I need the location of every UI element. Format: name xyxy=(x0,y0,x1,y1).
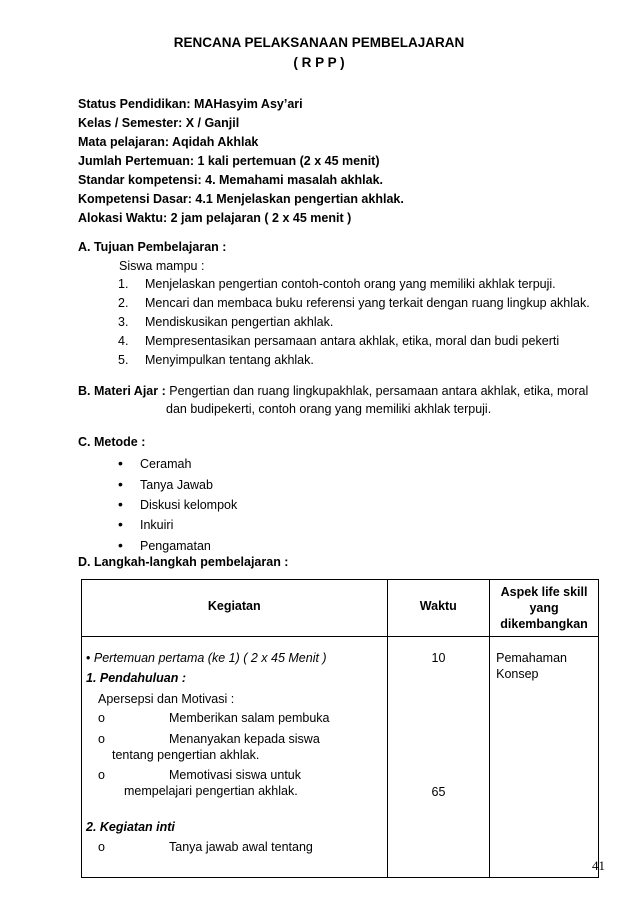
list-text: Ceramah xyxy=(140,457,192,471)
identity-value: : MAHasyim Asy’ari xyxy=(186,97,303,111)
aspek-value: Pemahaman xyxy=(496,651,567,665)
document-title: RENCANA PELAKSANAAN PEMBELAJARAN xyxy=(173,35,465,50)
sub-bullet-mark: o xyxy=(98,711,105,725)
sub-item-text: Memberikan salam pembuka xyxy=(169,711,330,725)
identity-label: Standar kompetensi xyxy=(78,173,198,187)
sub-bullet-mark: o xyxy=(98,768,105,782)
identity-value: : 2 jam pelajaran ( 2 x 45 menit ) xyxy=(162,211,352,225)
header-aspek-line: Aspek life skill xyxy=(500,585,588,599)
list-text: Pengamatan xyxy=(140,539,211,553)
list-item xyxy=(118,455,191,471)
page-number: 41 xyxy=(592,858,605,873)
meeting-line xyxy=(86,651,327,665)
list-number: 2. xyxy=(118,296,129,310)
identity-row xyxy=(78,116,239,130)
cell-kegiatan xyxy=(82,637,388,878)
section-b-line xyxy=(78,384,588,398)
identity-value: : 1 kali pertemuan (2 x 45 menit) xyxy=(189,154,380,168)
learning-steps-table xyxy=(81,579,599,878)
sub-item-text: Tanya jawab awal tentang xyxy=(169,840,313,854)
section-a-heading: A. Tujuan Pembelajaran : xyxy=(78,240,227,254)
bullet-icon: • xyxy=(86,651,94,665)
list-number: 4. xyxy=(118,334,129,348)
table-row xyxy=(82,637,599,878)
bullet-icon: • xyxy=(118,537,123,553)
sub-item-text: Memotivasi siswa untuk xyxy=(169,768,301,782)
identity-label: Kelas / Semester xyxy=(78,116,179,130)
meeting-label: Pertemuan pertama (ke 1) ( 2 x 45 Menit ) xyxy=(93,651,327,665)
header-aspek-line: dikembangkan xyxy=(500,617,588,631)
section-b-text-2: dan budipekerti, contoh orang yang memiliki akhlak terpuji. xyxy=(166,402,492,416)
identity-row xyxy=(78,173,383,187)
list-number: 5. xyxy=(118,353,129,367)
list-item xyxy=(118,516,173,532)
header-waktu xyxy=(387,580,490,637)
header-kegiatan-label: Kegiatan xyxy=(207,599,261,613)
sub-item-text-cont: mempelajari pengertian akhlak. xyxy=(124,784,298,798)
identity-value: : 4.1 Menjelaskan pengertian akhlak. xyxy=(187,192,404,206)
identity-value: : Aqidah Akhlak xyxy=(164,135,259,149)
list-text: Mendiskusikan pengertian akhlak. xyxy=(145,315,334,329)
identity-row xyxy=(78,135,258,149)
list-text: Menjelaskan pengertian contoh-contoh orang yang memiliki akhlak terpuji. xyxy=(145,277,556,291)
list-text: Inkuiri xyxy=(140,518,174,532)
section-b-text: Pengertian dan ruang lingkupakhlak, persamaan antara akhlak, etika, moral xyxy=(169,384,589,398)
pendahuluan-heading: 1. Pendahuluan : xyxy=(86,671,187,685)
list-number: 3. xyxy=(118,315,129,329)
list-number: 1. xyxy=(118,277,129,291)
list-text: Mencari dan membaca buku referensi yang terkait dengan ruang lingkup akhlak. xyxy=(145,296,590,310)
kegiatan-inti-heading: 2. Kegiatan inti xyxy=(86,820,175,834)
bullet-icon: • xyxy=(118,496,123,512)
list-item xyxy=(118,315,333,329)
sub-bullet-mark: o xyxy=(98,840,105,854)
waktu-value: 10 xyxy=(431,651,446,665)
section-d-heading: D. Langkah-langkah pembelajaran : xyxy=(78,555,289,569)
document-subtitle: ( R P P ) xyxy=(293,55,345,70)
cell-aspek xyxy=(490,637,599,878)
header-aspek xyxy=(490,580,599,637)
list-item xyxy=(118,296,590,310)
identity-label: Kompetensi Dasar xyxy=(78,192,188,206)
sub-bullet-mark: o xyxy=(98,732,105,746)
identity-row xyxy=(78,211,351,225)
identity-row xyxy=(78,154,380,168)
list-text: Mempresentasikan persamaan antara akhlak, etika, moral dan budi pekerti xyxy=(145,334,560,348)
cell-waktu xyxy=(387,637,490,878)
header-aspek-line: yang xyxy=(529,601,559,615)
bullet-icon: • xyxy=(118,516,123,532)
identity-value: : X / Ganjil xyxy=(178,116,240,130)
apersepsi-label: Apersepsi dan Motivasi : xyxy=(98,692,235,706)
list-item xyxy=(118,353,314,367)
identity-value: : 4. Memahami masalah akhlak. xyxy=(197,173,383,187)
sub-item-text-cont: tentang pengertian akhlak. xyxy=(112,748,260,762)
sub-item-text: Menanyakan kepada siswa xyxy=(169,732,320,746)
list-text: Diskusi kelompok xyxy=(140,498,238,512)
table-header-row xyxy=(82,580,599,637)
list-text: Tanya Jawab xyxy=(140,478,213,492)
list-item xyxy=(118,334,559,348)
identity-row xyxy=(78,192,404,206)
header-kegiatan xyxy=(82,580,388,637)
bullet-icon: • xyxy=(118,455,123,471)
identity-label: Mata pelajaran xyxy=(78,135,165,149)
identity-label: Status Pendidikan xyxy=(78,97,187,111)
identity-label: Jumlah Pertemuan xyxy=(78,154,190,168)
header-waktu-label: Waktu xyxy=(419,599,457,613)
waktu-value: 65 xyxy=(431,785,446,799)
section-a-intro: Siswa mampu : xyxy=(119,259,205,273)
list-text: Menyimpulkan tentang akhlak. xyxy=(145,353,314,367)
section-c-heading: C. Metode : xyxy=(78,435,146,449)
list-item xyxy=(118,537,211,553)
section-b-heading: B. Materi Ajar : xyxy=(78,384,166,398)
identity-label: Alokasi Waktu xyxy=(78,211,163,225)
bullet-icon: • xyxy=(118,476,123,492)
aspek-value: Konsep xyxy=(496,667,539,681)
list-item xyxy=(118,496,237,512)
identity-row xyxy=(78,97,303,111)
list-item xyxy=(118,277,556,291)
list-item xyxy=(118,476,213,492)
